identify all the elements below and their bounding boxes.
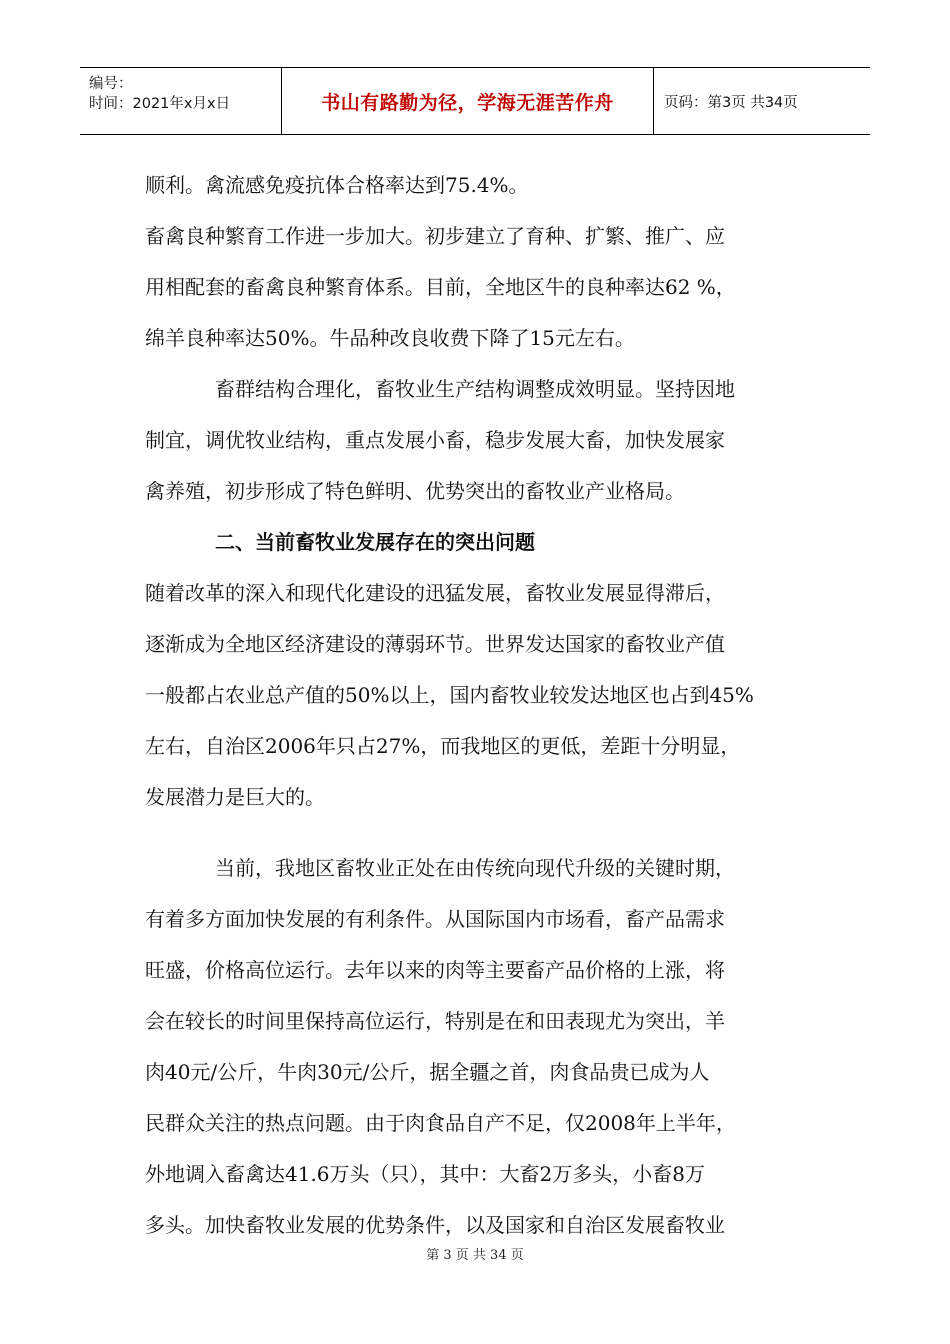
- document-body: [145, 160, 805, 1251]
- body-line: 多头。加快畜牧业发展的优势条件，以及国家和自治区发展畜牧业: [145, 1213, 725, 1237]
- header-motto: 书山有路勤为径，学海无涯苦作舟: [282, 68, 654, 134]
- body-line: 肉40元/公斤，牛肉30元/公斤，据全疆之首，肉食品贵已成为人: [145, 1060, 710, 1084]
- body-line: 发展潜力是巨大的。: [145, 785, 325, 809]
- body-line: 有着多方面加快发展的有利条件。从国际国内市场看，畜产品需求: [145, 907, 725, 931]
- code-label: 编号：: [89, 76, 133, 92]
- body-line: 会在较长的时间里保持高位运行，特别是在和田表现尤为突出，羊: [145, 1009, 725, 1033]
- body-line: 随着改革的深入和现代化建设的迅猛发展，畜牧业发展显得滞后，: [145, 581, 725, 605]
- body-line: 禽养殖，初步形成了特色鲜明、优势突出的畜牧业产业格局。: [145, 479, 685, 503]
- body-line: 民群众关注的热点问题。由于肉食品自产不足，仅2008年上半年，: [145, 1111, 736, 1135]
- body-line: 畜群结构合理化，畜牧业生产结构调整成效明显。坚持因地: [215, 377, 735, 401]
- body-line: 制宜，调优牧业结构，重点发展小畜，稳步发展大畜，加快发展家: [145, 428, 725, 452]
- page-header: [80, 67, 870, 135]
- section-heading: 二、当前畜牧业发展存在的突出问题: [215, 530, 535, 554]
- header-page-info: 页码：第3页 共34页: [664, 94, 798, 111]
- body-line: 绵羊良种率达50%。牛品种改良收费下降了15元左右。: [145, 326, 635, 350]
- body-line: 逐渐成为全地区经济建设的薄弱环节。世界发达国家的畜牧业产值: [145, 632, 725, 656]
- body-line: 顺利。禽流感免疫抗体合格率达到75.4%。: [145, 173, 529, 197]
- header-meta: [80, 68, 282, 134]
- body-line: 当前，我地区畜牧业正处在由传统向现代升级的关键时期，: [215, 856, 735, 880]
- body-line: 左右，自治区2006年只占27%，而我地区的更低，差距十分明显，: [145, 734, 741, 758]
- body-line: 一般都占农业总产值的50%以上，国内畜牧业较发达地区也占到45%: [145, 683, 754, 707]
- body-line: 畜禽良种繁育工作进一步加大。初步建立了育种、扩繁、推广、应: [145, 224, 725, 248]
- body-line: 用相配套的畜禽良种繁育体系。目前，全地区牛的良种率达62 %，: [145, 275, 736, 299]
- page-footer: 第 3 页 共 34 页: [426, 1248, 524, 1263]
- time-label: 时间：2021年x月x日: [89, 96, 231, 112]
- body-line: 旺盛，价格高位运行。去年以来的肉等主要畜产品价格的上涨，将: [145, 958, 725, 982]
- body-line: 外地调入畜禽达41.6万头（只），其中：大畜2万多头，小畜8万: [145, 1162, 705, 1186]
